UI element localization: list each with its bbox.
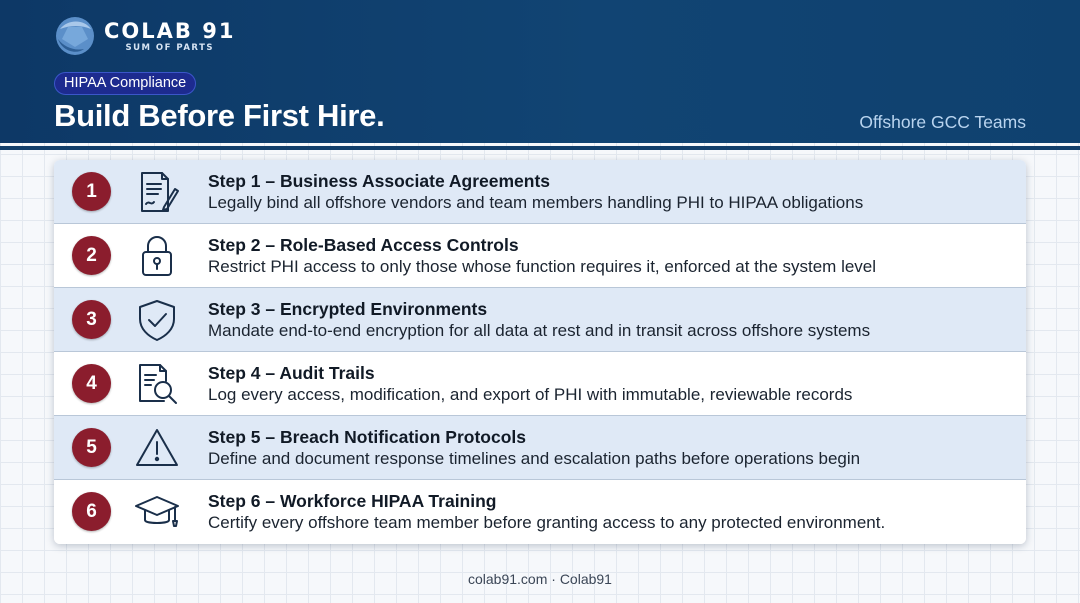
step-title: Step 3 – Encrypted Environments	[208, 299, 488, 319]
compliance-badge: HIPAA Compliance	[54, 72, 196, 95]
step-description: Define and document response timelines and escalation paths before operations begin	[208, 449, 861, 468]
step-number-badge: 1	[72, 172, 111, 211]
step-description: Certify every offshore team member before granting access to any protected environment.	[208, 513, 886, 532]
step-row	[54, 416, 1026, 480]
step-number-badge: 2	[72, 236, 111, 275]
footer-text: colab91.com · Colab91	[468, 571, 612, 587]
steps-card	[54, 160, 1026, 544]
colab91-logo-mark-icon	[54, 15, 96, 57]
step-number-badge: 3	[72, 300, 111, 339]
step-description: Legally bind all offshore vendors and team members handling PHI to HIPAA obligations	[208, 193, 864, 212]
step-number-badge: 4	[72, 364, 111, 403]
step-row	[54, 160, 1026, 224]
shield-check-icon	[134, 297, 180, 343]
step-description: Restrict PHI access to only those whose function requires it, enforced at the system level	[208, 257, 877, 276]
step-row	[54, 352, 1026, 416]
step-row	[54, 480, 1026, 544]
lock-icon	[134, 233, 180, 279]
step-number-badge: 6	[72, 492, 111, 531]
step-description: Log every access, modification, and export of PHI with immutable, reviewable records	[208, 385, 853, 404]
step-title: Step 4 – Audit Trails	[208, 363, 375, 383]
step-description: Mandate end-to-end encryption for all data at rest and in transit across offshore systems	[208, 321, 871, 340]
header-divider	[0, 146, 1080, 150]
step-row	[54, 288, 1026, 352]
document-sign-icon	[134, 169, 180, 215]
step-number-badge: 5	[72, 428, 111, 467]
step-title: Step 5 – Breach Notification Protocols	[208, 427, 526, 447]
brand-logo	[54, 15, 235, 57]
graduation-cap-icon	[134, 489, 180, 535]
step-title: Step 1 – Business Associate Agreements	[208, 171, 551, 191]
step-row	[54, 224, 1026, 288]
document-search-icon	[134, 361, 180, 407]
step-title: Step 6 – Workforce HIPAA Training	[208, 491, 497, 511]
page-title: Build Before First Hire.	[54, 98, 385, 133]
brand-name: COLAB 91	[104, 18, 236, 43]
brand-tagline: SUM OF PARTS	[125, 42, 214, 53]
page-subtitle: Offshore GCC Teams	[859, 112, 1026, 132]
warning-icon	[134, 425, 180, 471]
step-title: Step 2 – Role-Based Access Controls	[208, 235, 519, 255]
